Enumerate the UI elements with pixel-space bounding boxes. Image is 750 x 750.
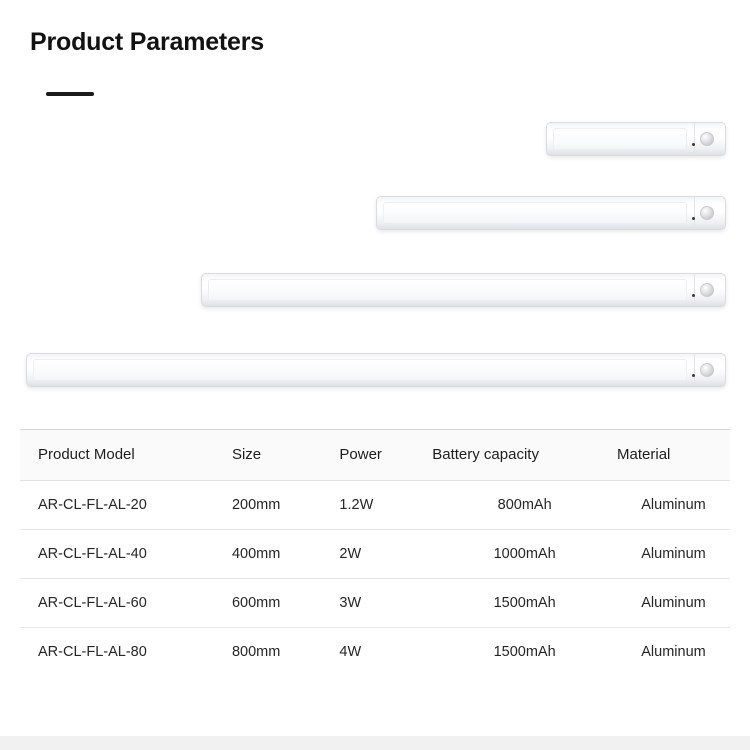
cell-battery: 1000mAh [432,530,617,579]
cell-material: Aluminum [617,530,730,579]
page-title: Product Parameters [30,28,264,56]
product-bar-80-image [26,353,726,387]
footer-strip [0,736,750,750]
cell-power: 1.2W [339,481,432,530]
table-row [20,628,730,677]
cell-product-model: AR-CL-FL-AL-60 [20,579,232,628]
cell-power: 4W [339,644,362,660]
column-header-size: Size [232,430,339,481]
table-body [20,481,730,677]
cell-material: Aluminum [617,579,730,628]
column-header-product-model: Product Model [20,430,232,481]
product-bar-40-image [376,196,726,230]
cell-product-model: AR-CL-FL-AL-80 [38,644,147,660]
cell-size: 800mm [231,644,281,660]
cell-material: Aluminum [617,481,730,530]
motion-sensor-icon [700,363,714,377]
parameters-table-container [20,429,730,676]
divider-line [694,123,695,155]
light-diffuser [383,202,687,224]
light-diffuser [33,359,687,381]
table-header [20,430,730,481]
product-image-group [0,110,750,410]
led-indicator-dot [692,374,695,377]
light-diffuser [553,128,687,150]
cell-power: 2W [339,530,432,579]
motion-sensor-icon [700,206,714,220]
led-indicator-dot [692,217,695,220]
led-indicator-dot [692,143,695,146]
cell-size: 400mm [232,530,339,579]
cell-product-model: AR-CL-FL-AL-40 [20,530,232,579]
table-row [20,481,730,530]
column-header-battery: Battery capacity [432,430,617,481]
divider-line [694,197,695,229]
cell-battery: 800mAh [432,481,617,530]
title-underline-rule [46,92,94,96]
motion-sensor-icon [700,283,714,297]
cell-material: Aluminum [641,644,706,660]
cell-battery: 1500mAh [493,644,556,660]
led-indicator-dot [692,294,695,297]
divider-line [694,274,695,306]
table-row [20,579,730,628]
divider-line [694,354,695,386]
table-row [20,530,730,579]
column-header-power: Power [339,430,432,481]
product-bar-20-image [546,122,726,156]
column-header-material: Material [617,430,730,481]
cell-power: 3W [339,579,432,628]
cell-product-model: AR-CL-FL-AL-20 [20,481,232,530]
cell-size: 200mm [232,481,339,530]
light-diffuser [208,279,687,301]
product-bar-60-image [201,273,726,307]
cell-size: 600mm [232,579,339,628]
cell-battery: 1500mAh [432,579,617,628]
parameters-table [20,429,730,676]
table-header-row [20,430,730,481]
motion-sensor-icon [700,132,714,146]
